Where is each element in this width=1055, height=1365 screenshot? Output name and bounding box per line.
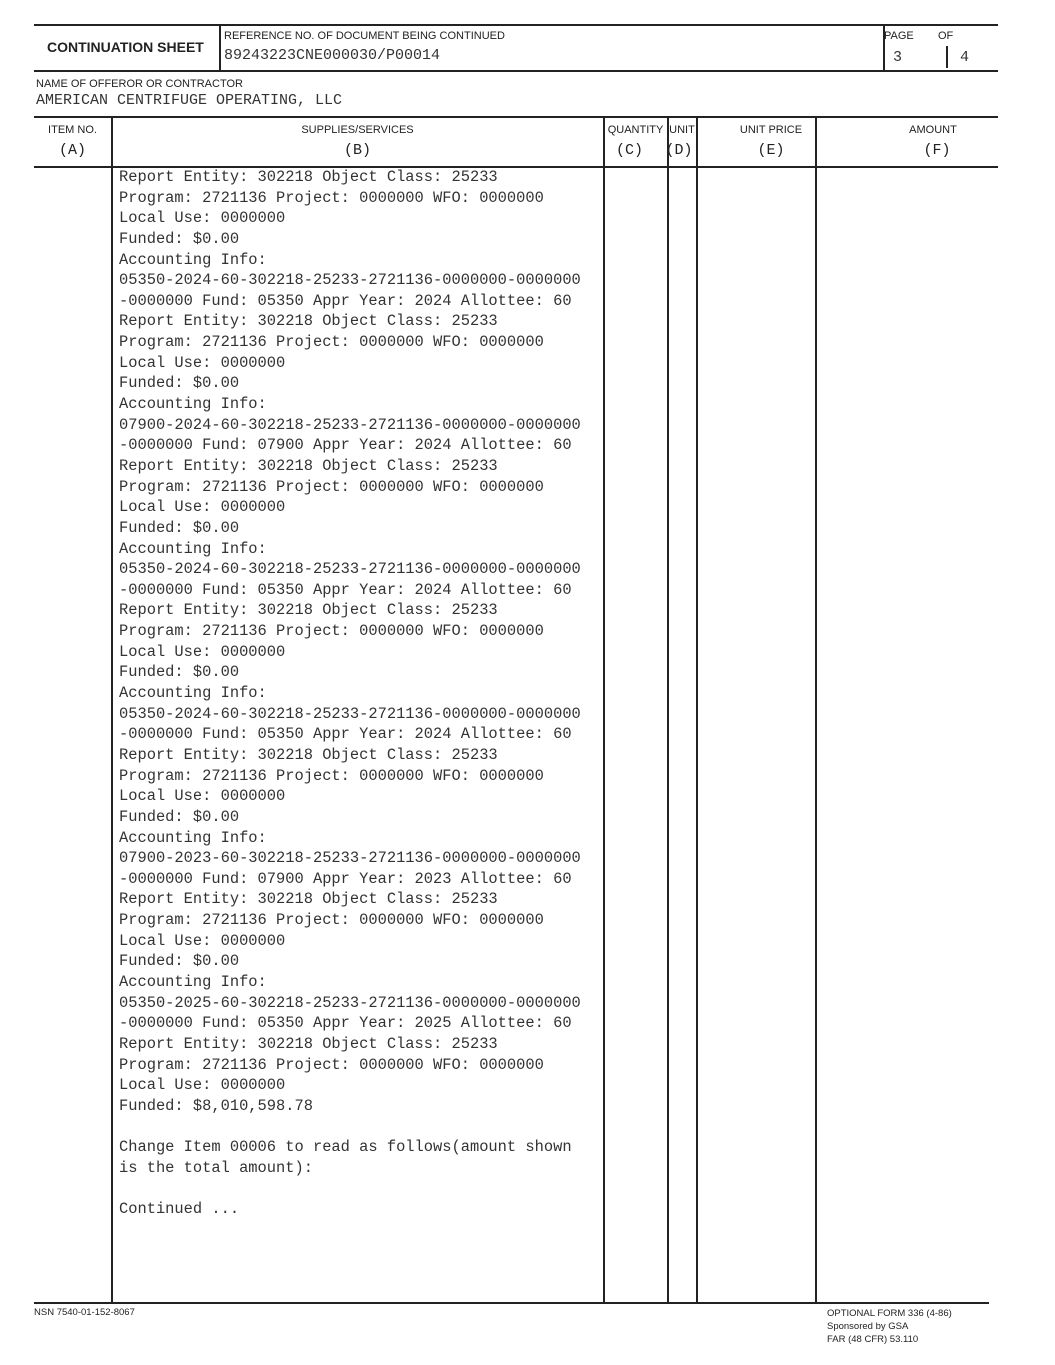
body-line: Program: 2721136 Project: 0000000 WFO: 0000000 [119, 622, 544, 641]
body-line: Program: 2721136 Project: 0000000 WFO: 0000000 [119, 333, 544, 352]
body-line: Report Entity: 302218 Object Class: 25233 [119, 1034, 498, 1053]
body-line: Accounting Info: [119, 684, 267, 703]
body-line: Local Use: 0000000 [119, 498, 286, 517]
col-c-code: (C) [615, 142, 643, 159]
nsn-number: NSN 7540-01-152-8067 [34, 1307, 135, 1318]
body-line: Report Entity: 302218 Object Class: 25233 [119, 890, 498, 909]
col-f-code: (F) [923, 142, 951, 159]
body-line: Local Use: 0000000 [119, 931, 286, 950]
body-line: Continued ... [119, 1200, 240, 1219]
body-line: Accounting Info: [119, 250, 267, 269]
page-label: PAGE [884, 30, 914, 42]
body-line: -0000000 Fund: 07900 Appr Year: 2023 Allottee: 60 [119, 869, 572, 888]
col-a-code: (A) [58, 142, 86, 159]
body-line: Program: 2721136 Project: 0000000 WFO: 0000000 [119, 477, 544, 496]
body-line: Accounting Info: [119, 395, 267, 414]
body-line: is the total amount): [119, 1158, 313, 1177]
header-bottom-rule [34, 70, 998, 72]
body-line: Accounting Info: [119, 972, 267, 991]
table-bottom-rule [34, 1302, 989, 1304]
col-divider-ef [815, 117, 817, 1302]
body-line: Funded: $0.00 [119, 518, 240, 537]
far-reference: FAR (48 CFR) 53.110 [827, 1334, 919, 1345]
body-line: -0000000 Fund: 05350 Appr Year: 2024 Allottee: 60 [119, 725, 572, 744]
body-line: Local Use: 0000000 [119, 787, 286, 806]
optional-form-label: OPTIONAL FORM 336 (4-86) [827, 1308, 952, 1319]
body-line: Funded: $0.00 [119, 663, 240, 682]
body-line: Report Entity: 302218 Object Class: 25233 [119, 745, 498, 764]
body-line: Local Use: 0000000 [119, 642, 286, 661]
sponsor-label: Sponsored by GSA [827, 1321, 909, 1332]
body-line: Program: 2721136 Project: 0000000 WFO: 0000000 [119, 1055, 544, 1074]
table-top-rule [34, 116, 998, 118]
body-line: Program: 2721136 Project: 0000000 WFO: 0000000 [119, 911, 544, 930]
offeror-name: AMERICAN CENTRIFUGE OPERATING, LLC [36, 92, 343, 109]
body-line: -0000000 Fund: 05350 Appr Year: 2024 Allottee: 60 [119, 291, 572, 310]
body-line: Accounting Info: [119, 539, 267, 558]
page-number: 3 [893, 49, 903, 66]
body-line: 05350-2024-60-302218-25233-2721136-0000000-0000000 [119, 704, 581, 723]
body-line: 05350-2024-60-302218-25233-2721136-0000000-0000000 [119, 271, 581, 290]
body-line: Accounting Info: [119, 828, 267, 847]
reference-label: REFERENCE NO. OF DOCUMENT BEING CONTINUED [224, 30, 505, 42]
offeror-label: NAME OF OFFEROR OR CONTRACTOR [36, 78, 243, 90]
body-line: -0000000 Fund: 05350 Appr Year: 2024 Allottee: 60 [119, 580, 572, 599]
col-divider-de [696, 117, 698, 1302]
col-e-label: UNIT PRICE [739, 124, 803, 136]
total-pages: 4 [960, 49, 970, 66]
col-divider-ab [111, 117, 113, 1302]
col-e-code: (E) [757, 142, 785, 159]
body-line: Funded: $8,010,598.78 [119, 1096, 313, 1115]
body-line: 05350-2024-60-302218-25233-2721136-0000000-0000000 [119, 560, 581, 579]
body-line: 07900-2023-60-302218-25233-2721136-0000000-0000000 [119, 849, 581, 868]
col-d-label: UNIT [669, 124, 695, 136]
body-line: Program: 2721136 Project: 0000000 WFO: 0000000 [119, 766, 544, 785]
col-b-code: (B) [343, 142, 371, 159]
col-d-code: (D) [665, 142, 693, 159]
body-line: Local Use: 0000000 [119, 209, 286, 228]
body-line: Program: 2721136 Project: 0000000 WFO: 0000000 [119, 188, 544, 207]
supplies-services-text [119, 167, 609, 1220]
of-label: OF [938, 30, 954, 42]
col-f-label: AMOUNT [909, 124, 957, 136]
body-line: -0000000 Fund: 07900 Appr Year: 2024 Allottee: 60 [119, 436, 572, 455]
body-line: 05350-2025-60-302218-25233-2721136-0000000-0000000 [119, 993, 581, 1012]
body-line: Funded: $0.00 [119, 807, 240, 826]
col-b-label: SUPPLIES/SERVICES [301, 124, 414, 136]
body-line: 07900-2024-60-302218-25233-2721136-0000000-0000000 [119, 415, 581, 434]
col-a-label: ITEM NO. [48, 124, 97, 136]
body-line: Funded: $0.00 [119, 374, 240, 393]
col-divider-cd [667, 117, 669, 1302]
body-line: -0000000 Fund: 05350 Appr Year: 2025 Allottee: 60 [119, 1014, 572, 1033]
header-divider-title [219, 25, 221, 71]
body-line: Report Entity: 302218 Object Class: 25233 [119, 601, 498, 620]
body-line: Change Item 00006 to read as follows(amount shown [119, 1138, 572, 1157]
body-line: Local Use: 0000000 [119, 353, 286, 372]
body-line: Local Use: 0000000 [119, 1076, 286, 1095]
body-line: Report Entity: 302218 Object Class: 25233 [119, 168, 498, 186]
body-line: Funded: $0.00 [119, 952, 240, 971]
reference-number: 89243223CNE000030/P00014 [224, 47, 441, 64]
header-divider-of [946, 46, 948, 68]
form-title: CONTINUATION SHEET [47, 39, 204, 55]
body-line: Report Entity: 302218 Object Class: 25233 [119, 456, 498, 475]
body-line: Funded: $0.00 [119, 229, 240, 248]
header-top-rule [34, 24, 998, 26]
body-line [119, 1178, 609, 1199]
col-c-label: QUANTITY [607, 124, 664, 136]
body-line [119, 1116, 609, 1137]
body-line: Report Entity: 302218 Object Class: 25233 [119, 312, 498, 331]
